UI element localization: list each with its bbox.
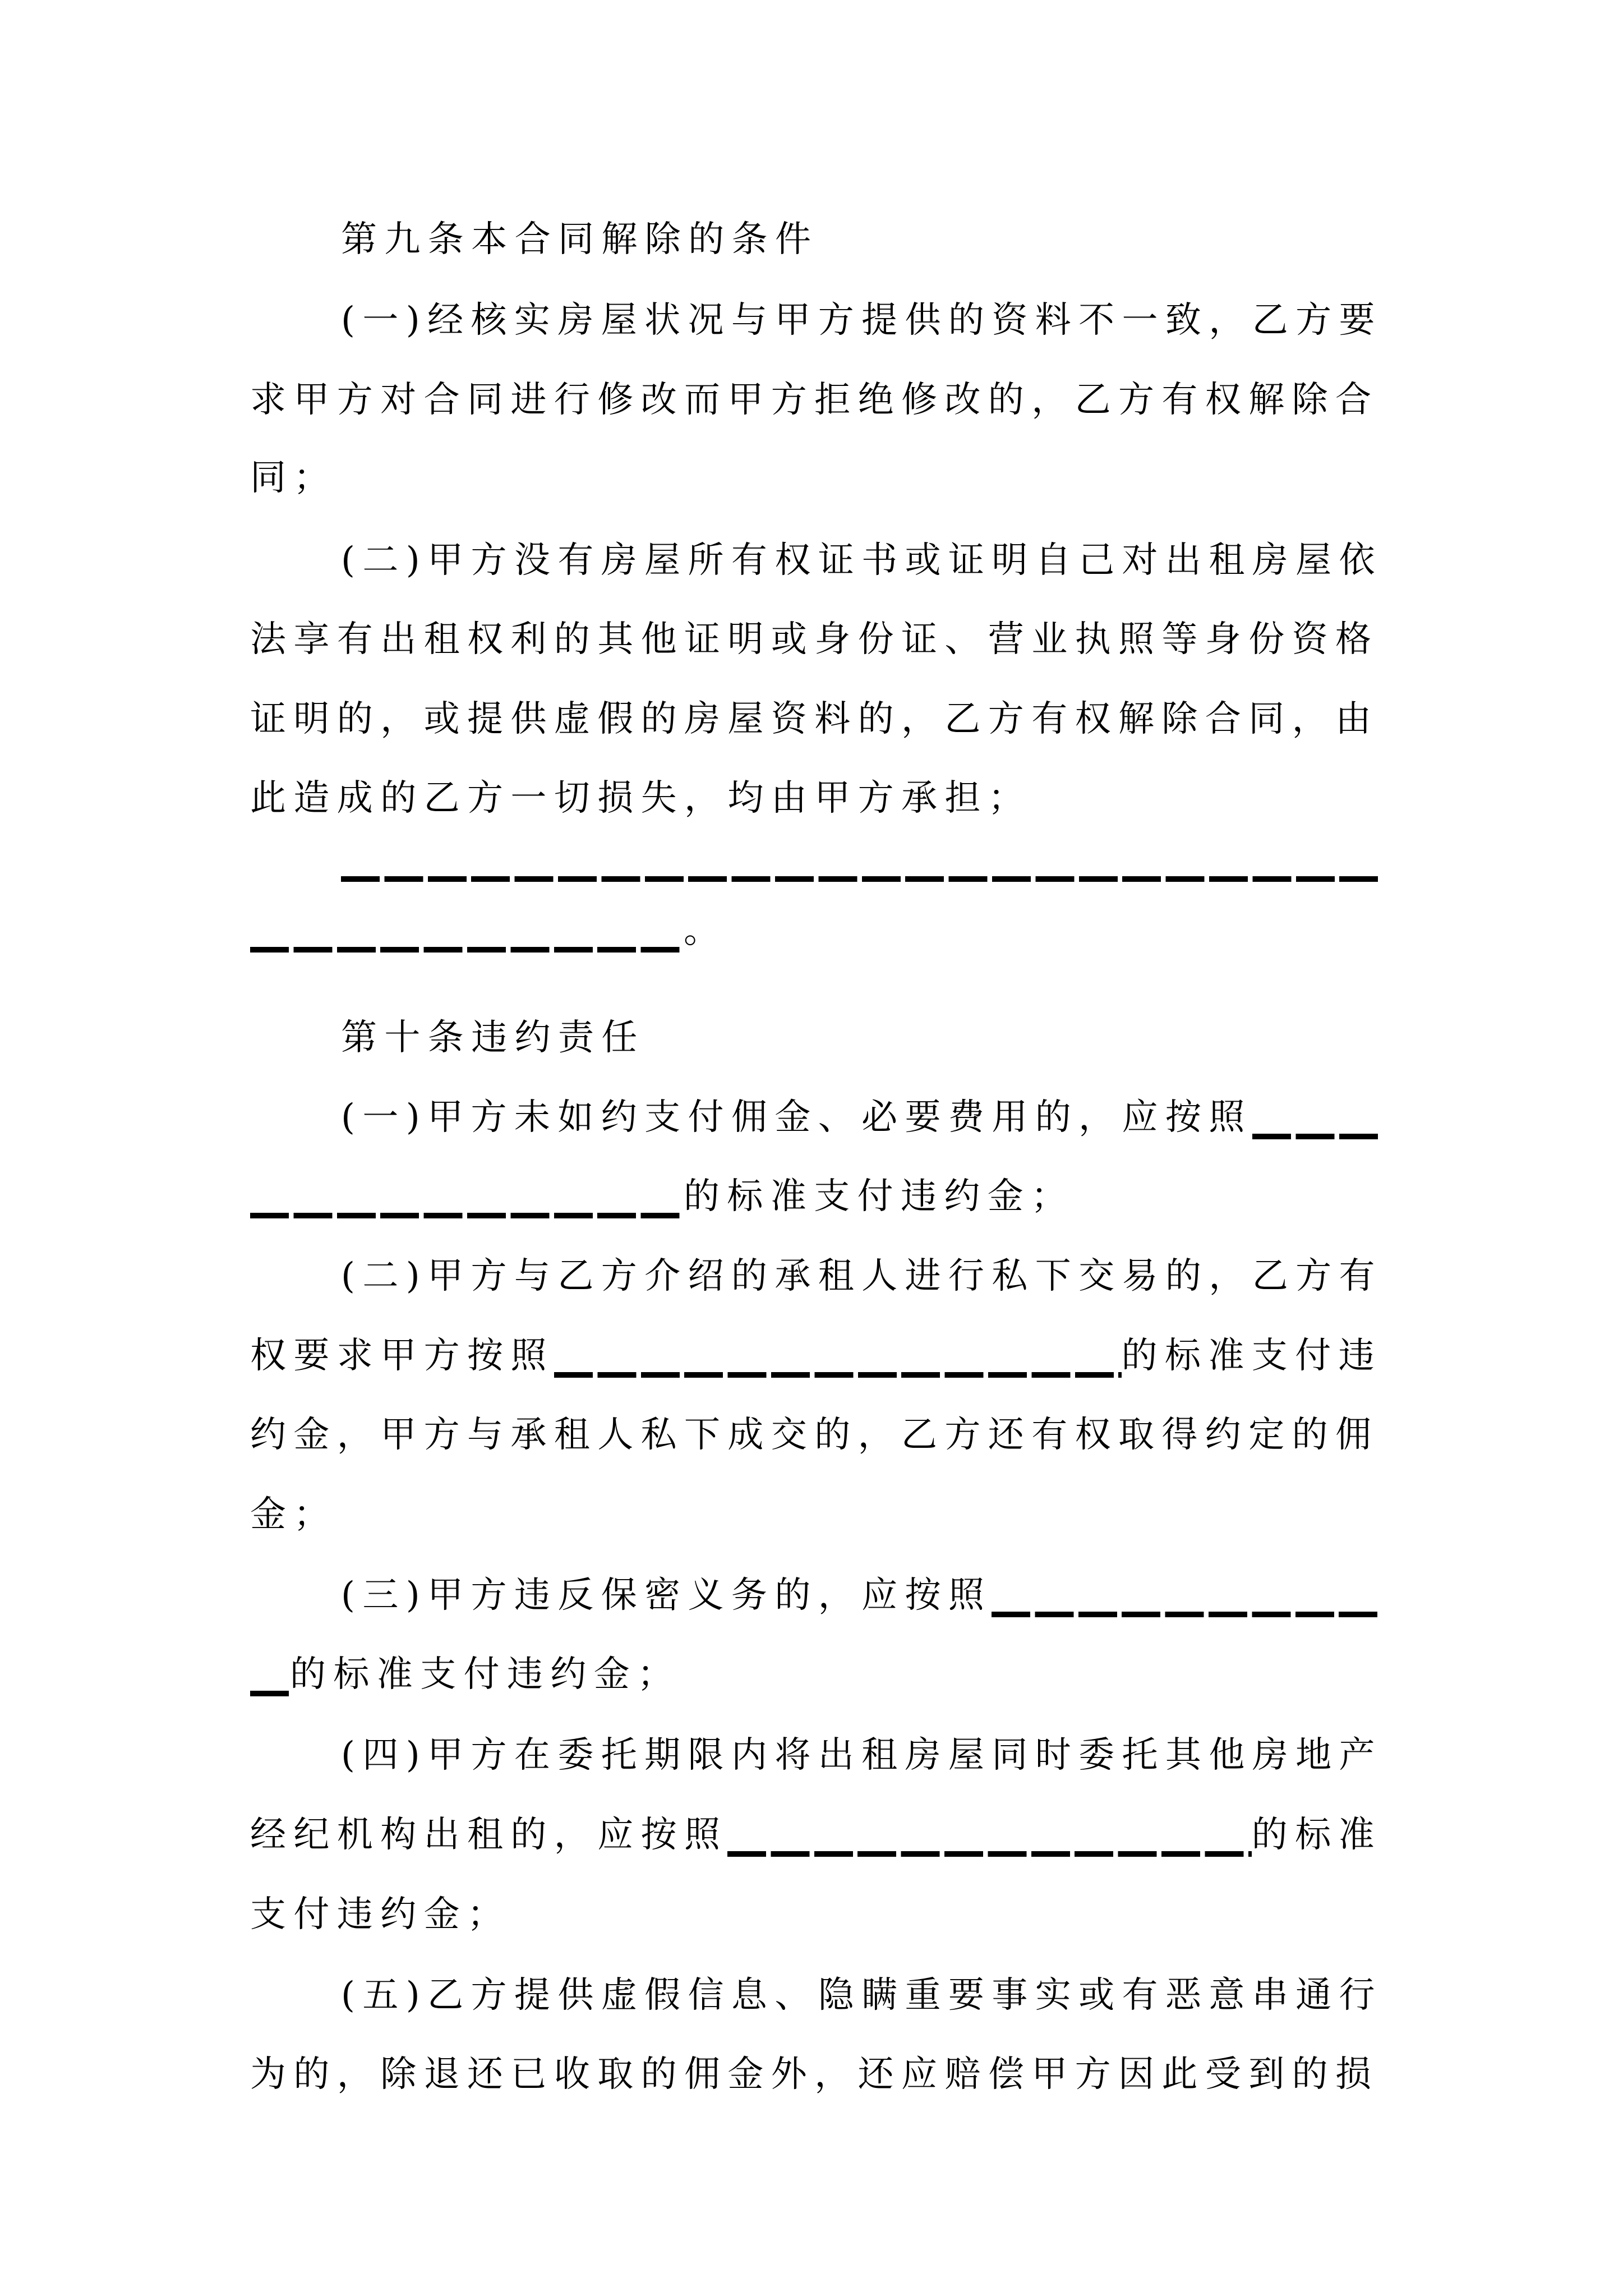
article-9-clause-2-line-2 (250, 600, 1382, 679)
clause-text: 约金，甲方与承租人私下成交的，乙方还有权取得约定的佣 (250, 1414, 1379, 1456)
clause-text: 的标准支付违约金； (290, 1654, 681, 1695)
clause-text: 此造成的乙方一切损失，均由甲方承担； (250, 777, 1032, 819)
article-9-clause-2-line-3 (250, 679, 1382, 759)
article-9-clause-1-line-3 (250, 438, 1382, 518)
fill-in-blank (727, 1851, 1251, 1857)
clause-text: 证明的，或提供虚假的房屋资料的，乙方有权解除合同，由 (250, 698, 1379, 740)
fill-in-blank (554, 1372, 1122, 1378)
clause-text: (四)甲方在委托期限内将出租房屋同时委托其他房地产 (341, 1734, 1382, 1776)
article-9-clause-3-line-2 (250, 891, 1382, 970)
article-9-clause-1-line-2 (250, 360, 1382, 440)
article-10-clause-2-line-2 (250, 1316, 1382, 1396)
fill-in-blank (1252, 1134, 1382, 1139)
article-9-clause-2-line-1 (250, 521, 1382, 600)
clause-text: (二)甲方与乙方介绍的承租人进行私下交易的，乙方有 (341, 1255, 1382, 1297)
article-10-clause-4-line-3 (250, 1875, 1382, 1954)
period-mark: 。 (684, 910, 727, 951)
clause-text: 同； (250, 457, 337, 499)
article-10-heading-text: 第十条违约责任 (341, 1017, 645, 1059)
clause-text: 支付违约金； (250, 1894, 511, 1935)
clause-text: 求甲方对合同进行修改而甲方拒绝修改的，乙方有权解除合 (250, 379, 1379, 421)
article-10-clause-1-line-1 (250, 1078, 1382, 1157)
article-10-heading (250, 998, 1382, 1078)
clause-text: 法享有出租权利的其他证明或身份证、营业执照等身份资格 (250, 619, 1379, 660)
clause-text: 为的，除退还已收取的佣金外，还应赔偿甲方因此受到的损 (250, 2054, 1379, 2095)
article-10-clause-3-line-2 (250, 1635, 1382, 1714)
article-10-clause-2-line-4 (250, 1475, 1382, 1554)
clause-text: (一)甲方未如约支付佣金、必要费用的，应按照 (341, 1097, 1252, 1138)
clause-text: (二)甲方没有房屋所有权证书或证明自己对出租房屋依 (341, 540, 1382, 581)
clause-text: 的标准 (1251, 1814, 1382, 1856)
fill-in-blank (250, 1213, 684, 1218)
article-9-clause-1-line-1 (250, 280, 1382, 360)
clause-text: (五)乙方提供虚假信息、隐瞒重要事实或有恶意串通行 (341, 1975, 1382, 2016)
clause-text: 的标准支付违 (1121, 1335, 1382, 1377)
article-10-clause-2-line-1 (250, 1236, 1382, 1316)
fill-in-blank (250, 1691, 290, 1696)
article-10-clause-2-line-3 (250, 1395, 1382, 1475)
article-10-clause-5-line-1 (250, 1955, 1382, 2035)
clause-text: 权要求甲方按照 (250, 1335, 554, 1377)
clause-text: 金； (250, 1494, 337, 1535)
article-9-heading (250, 200, 1382, 279)
clause-text: 的标准支付违约金； (684, 1176, 1075, 1217)
clause-text: (一)经核实房屋状况与甲方提供的资料不一致，乙方要 (341, 300, 1382, 341)
article-10-clause-3-line-1 (250, 1556, 1382, 1635)
clause-text: 经纪机构出租的，应按照 (250, 1814, 728, 1856)
article-10-clause-4-line-2 (250, 1795, 1382, 1875)
fill-in-blank (250, 947, 684, 953)
article-10-clause-1-line-2 (250, 1157, 1382, 1236)
fill-in-blank (341, 876, 1382, 882)
fill-in-blank (992, 1612, 1382, 1617)
article-10-clause-4-line-1 (250, 1715, 1382, 1795)
clause-text: (三)甲方违反保密义务的，应按照 (341, 1575, 992, 1616)
article-9-clause-3-line-1 (250, 820, 1382, 900)
article-10-clause-5-line-2 (250, 2035, 1382, 2114)
article-9-heading-text: 第九条本合同解除的条件 (341, 219, 819, 260)
